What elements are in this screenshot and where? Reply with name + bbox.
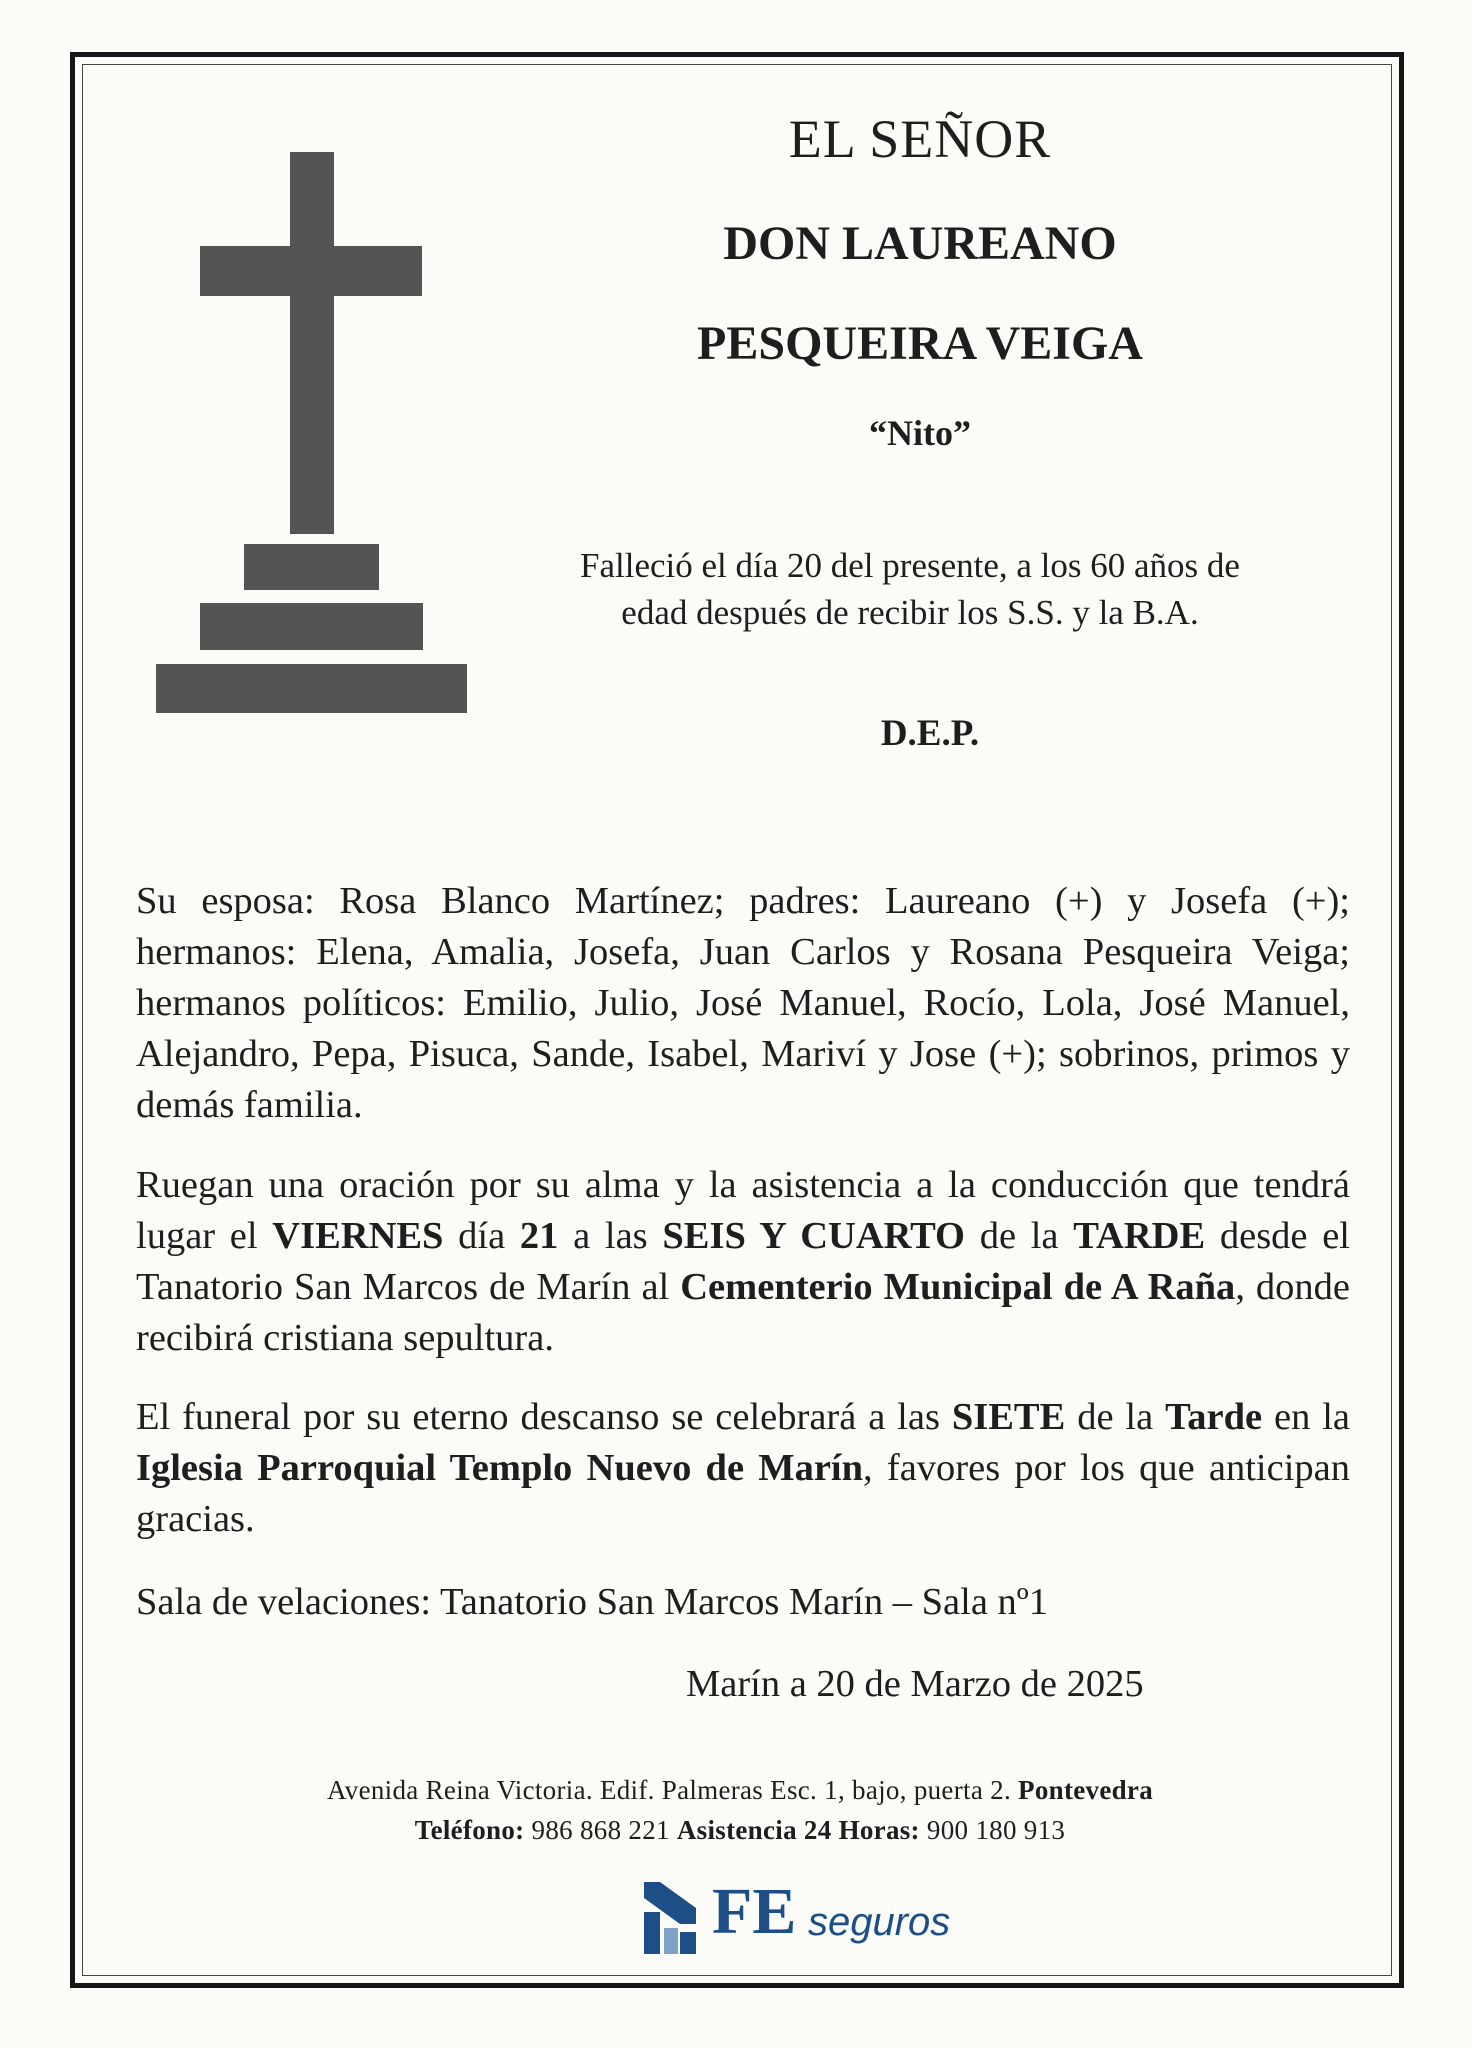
place-and-date: Marín a 20 de Marzo de 2025 — [686, 1663, 1144, 1705]
death-notice-line-2: edad después de recibir los S.S. y la B.A. — [621, 593, 1199, 632]
burial-text: a las — [558, 1215, 663, 1257]
burial-text: desde el Tanatorio San Marcos de Marín al — [136, 1215, 1350, 1308]
funeral-time: SIETE — [951, 1396, 1066, 1438]
burial-time: SEIS Y CUARTO — [662, 1215, 965, 1257]
burial-day: VIERNES — [272, 1215, 444, 1257]
funeral-text: de la — [1065, 1396, 1166, 1438]
phone-label: Teléfono: — [414, 1815, 525, 1845]
funeral-text: El funeral por su eterno descanso se celebrará a las — [136, 1396, 952, 1438]
burial-text: día — [443, 1215, 520, 1257]
logo-fe-text: FE — [712, 1875, 797, 1948]
death-notice — [470, 542, 1350, 636]
cross-vertical-bar — [290, 152, 334, 534]
family-paragraph: Su esposa: Rosa Blanco Martínez; padres: Laureano (+) y Josefa (+); hermanos: Elena, Amalia, Josefa, Juan Carlos y Rosana Pesqueira Veiga; hermanos políticos: Emilio, Julio, José Manuel, Rocío, Lola, José Manuel, Alejandro, Pepa, Pisuca, Sande, Isabel, Mariví y Jose (+); sobrinos, primos y demás familia. — [136, 880, 1350, 1126]
burial-period: TARDE — [1073, 1215, 1206, 1257]
death-notice-line-1: Falleció el día 20 del presente, a los 60 años de — [580, 546, 1240, 585]
phone-number: 986 868 221 — [524, 1815, 677, 1845]
burial-paragraph — [136, 1160, 1350, 1364]
funeral-period: Tarde — [1165, 1396, 1263, 1438]
dep-abbreviation: D.E.P. — [880, 713, 980, 754]
burial-text: de la — [965, 1215, 1074, 1257]
deceased-name-line-1: DON LAUREANO — [723, 217, 1117, 270]
cross-pedestal-step-3 — [156, 664, 467, 713]
funeral-text: , favores por los que anticipan gracias. — [136, 1447, 1350, 1540]
deceased-name-line-2: PESQUEIRA VEIGA — [697, 317, 1143, 370]
fe-seguros-logo — [640, 1875, 960, 1958]
burial-text: Ruegan una oración por su alma y la asistencia a la conducción que tendrá lugar el — [136, 1164, 1350, 1257]
assistance-phone: 900 180 913 — [919, 1815, 1066, 1845]
cross-pedestal-step-2 — [200, 603, 423, 650]
burial-text: , donde recibirá cristiana sepultura. — [136, 1266, 1350, 1359]
logo-seguros-text: seguros — [808, 1900, 951, 1944]
cross-pedestal-step-1 — [244, 544, 379, 590]
address-text: Avenida Reina Victoria. Edif. Palmeras Esc. 1, bajo, puerta 2. — [326, 1775, 1019, 1805]
funeral-text: en la — [1262, 1396, 1351, 1438]
nickname: “Nito” — [869, 413, 971, 453]
honorific: EL SEÑOR — [788, 109, 1052, 169]
wake-room: Sala de velaciones: Tanatorio San Marcos Marín – Sala nº1 — [136, 1581, 1048, 1623]
burial-cemetery: Cementerio Municipal de A Raña — [680, 1266, 1236, 1308]
funeral-paragraph — [136, 1392, 1350, 1545]
funeral-church: Iglesia Parroquial Templo Nuevo de Marín — [136, 1447, 864, 1489]
contact-phones — [180, 1810, 1300, 1850]
fe-logo-mark-icon — [640, 1878, 700, 1958]
address-city: Pontevedra — [1018, 1775, 1154, 1805]
cross-horizontal-bar — [200, 246, 422, 296]
burial-date: 21 — [519, 1215, 559, 1257]
contact-address — [180, 1770, 1300, 1810]
assistance-label: Asistencia 24 Horas: — [676, 1815, 920, 1845]
